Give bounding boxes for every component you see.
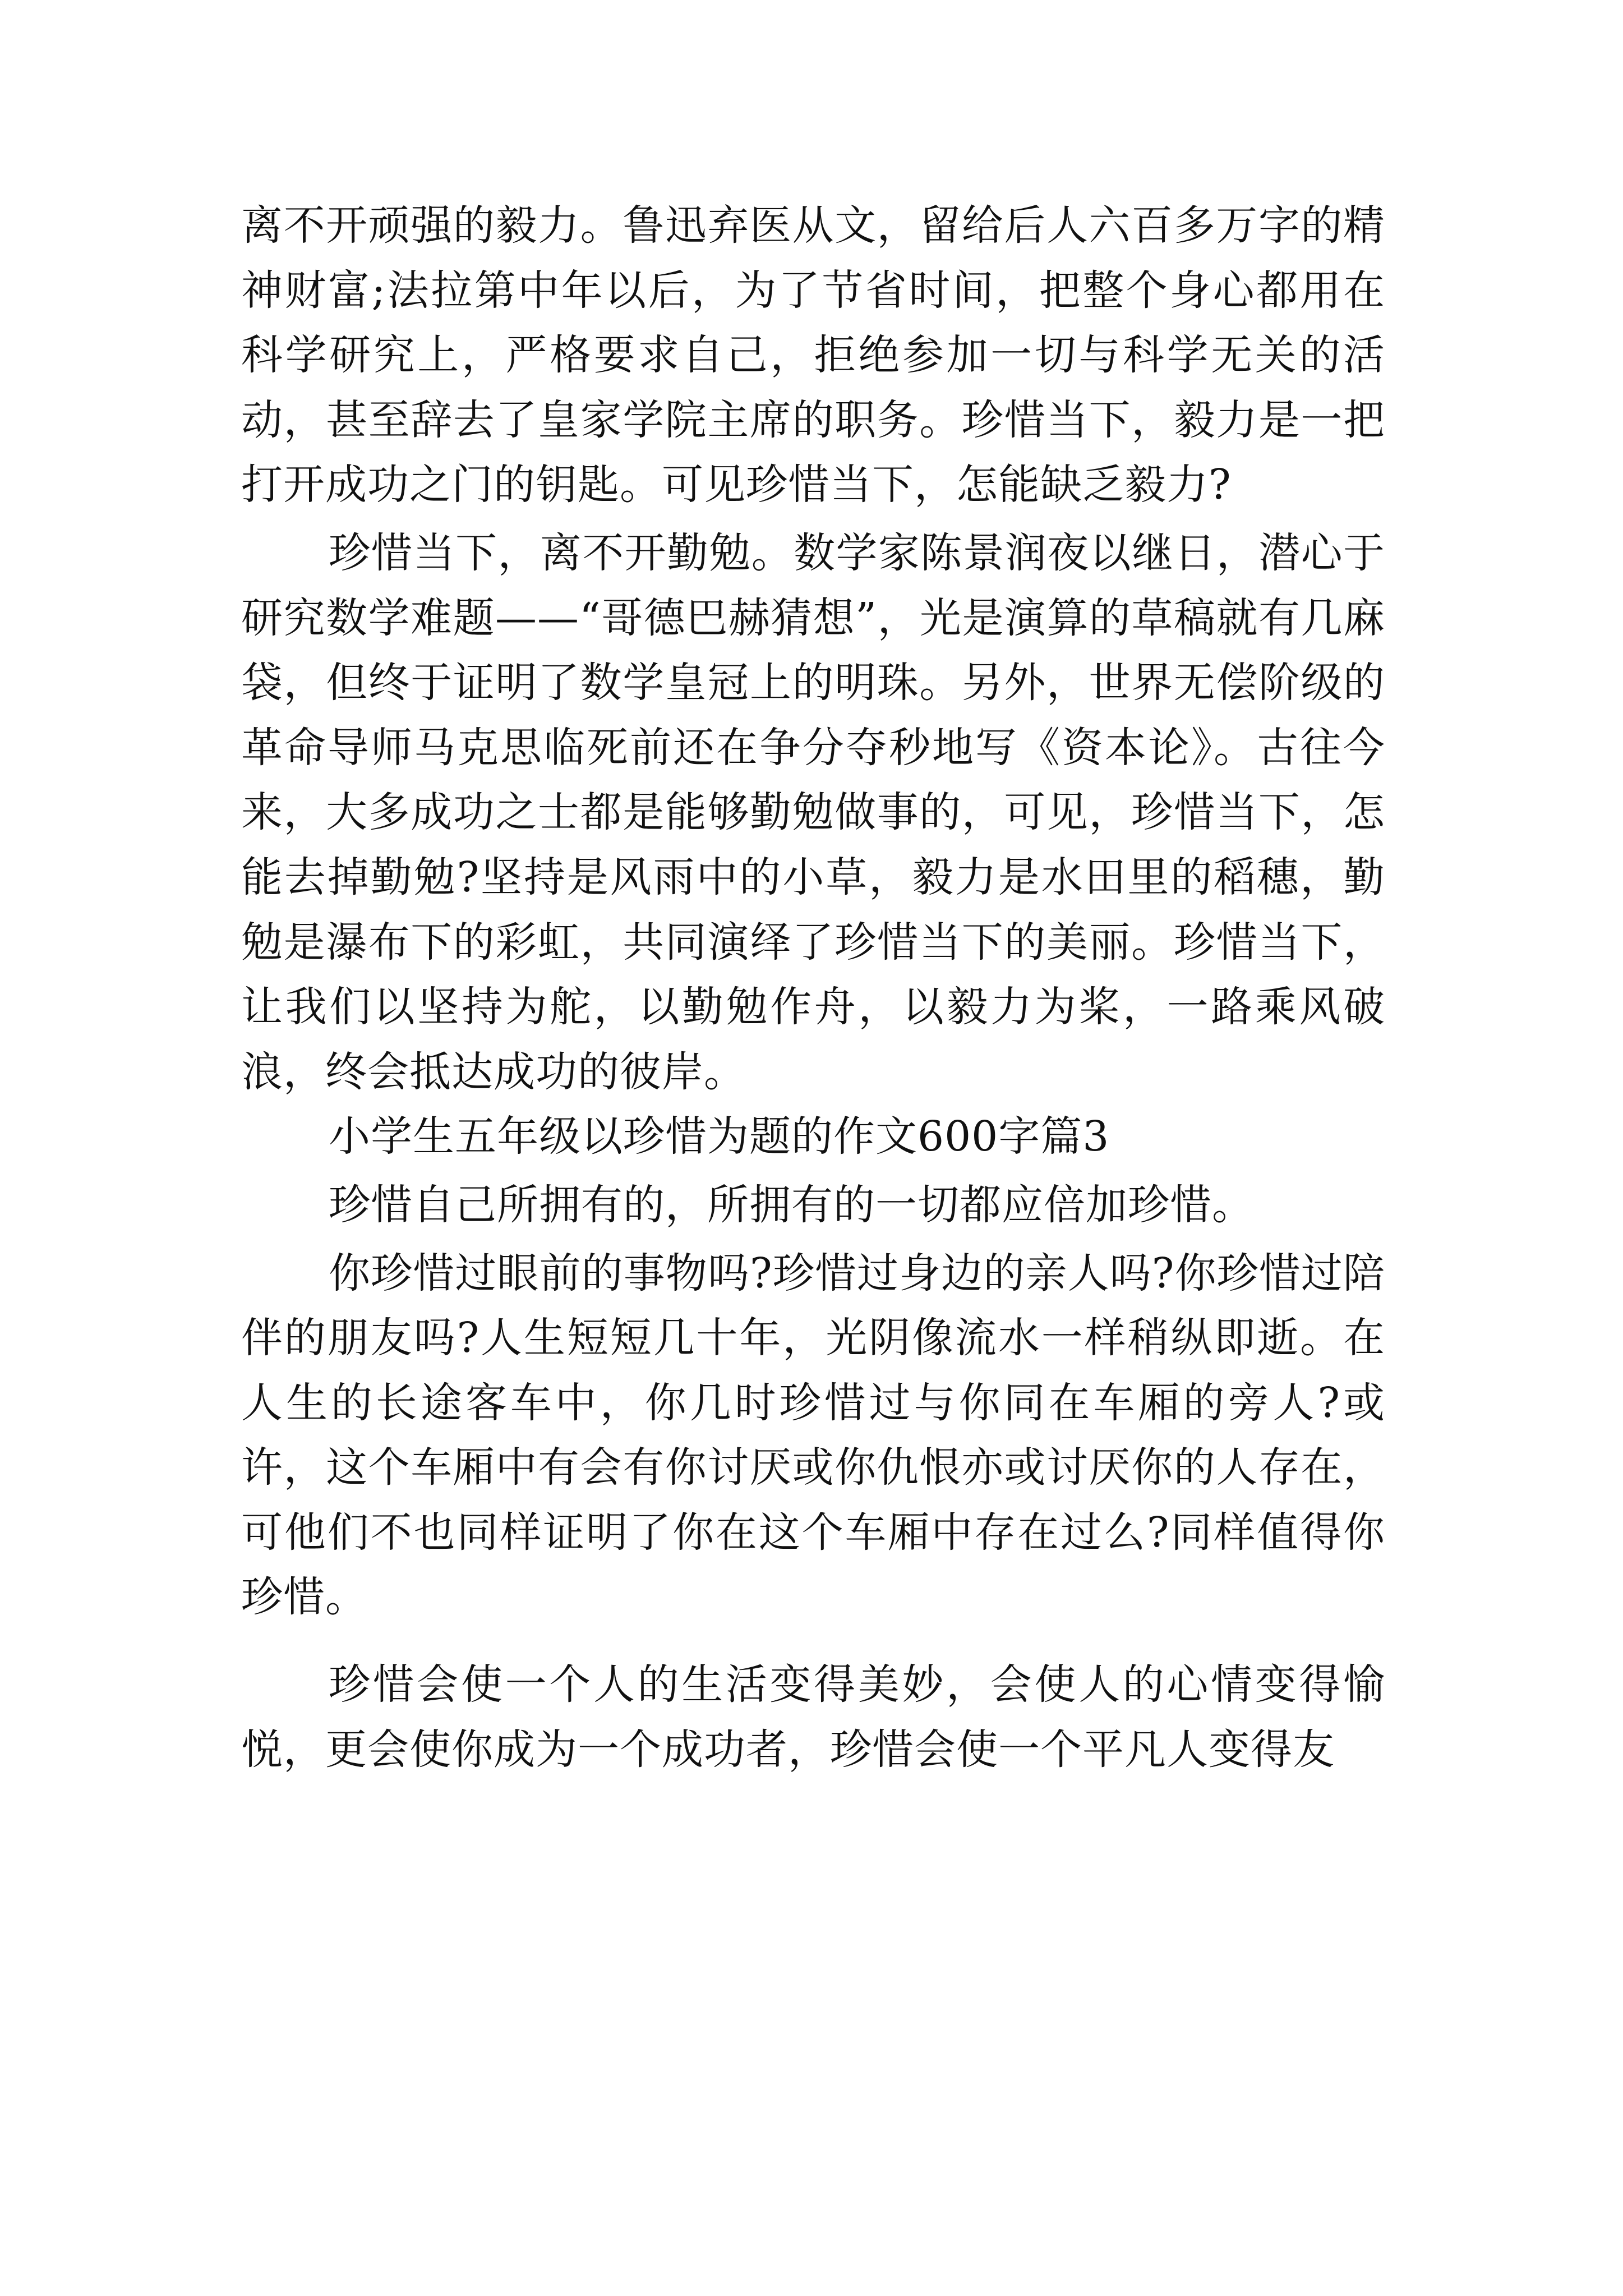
paragraph-cherish-possessions: 珍惜自己所拥有的，所拥有的一切都应倍加珍惜。 (329, 1180, 1254, 1229)
paragraph-cherish-people: 你珍惜过眼前的事物吗?珍惜过身边的亲人吗?你珍惜过陪伴的朋友吗?人生短短几十年，光阴像流水一样稍纵即逝。在人生的长途客车中，你几时珍惜过与你同在车厢的旁人?或许，这个车厢中有会有你讨厌或你仇恨亦或讨厌你的人存在，可他们不也同样证明了你在这个车厢中存在过么?同样值得你珍惜。 (241, 1249, 1385, 1622)
document-body (241, 194, 1385, 1782)
paragraph-perseverance: 离不开顽强的毅力。鲁迅弃医从文，留给后人六百多万字的精神财富;法拉第中年以后，为了节省时间，把整个身心都用在科学研究上，严格要求自己，拒绝参加一切与科学无关的活动，甚至辞去了皇家学院主席的职务。珍惜当下，毅力是一把打开成功之门的钥匙。可见珍惜当下，怎能缺乏毅力? (241, 201, 1385, 509)
paragraph-diligence: 珍惜当下，离不开勤勉。数学家陈景润夜以继日，潜心于研究数学难题——“哥德巴赫猜想”，光是演算的草稿就有几麻袋，但终于证明了数学皇冠上的明珠。另外，世界无偿阶级的革命导师马克思临死前还在争分夺秒地写《资本论》。古往今来，大多成功之士都是能够勤勉做事的，可见，珍惜当下，怎能去掉勤勉?坚持是风雨中的小草，毅力是水田里的稻穗，勤勉是瀑布下的彩虹，共同演绎了珍惜当下的美丽。珍惜当下，让我们以坚持为舵，以勤勉作舟，以毅力为桨，一路乘风破浪，终会抵达成功的彼岸。 (241, 528, 1385, 1096)
paragraph-cherish-effects: 珍惜会使一个人的生活变得美妙，会使人的心情变得愉悦，更会使你成为一个成功者，珍惜会使一个平凡人变得友 (241, 1660, 1385, 1774)
section-heading: 小学生五年级以珍惜为题的作文600字篇3 (329, 1112, 1110, 1161)
